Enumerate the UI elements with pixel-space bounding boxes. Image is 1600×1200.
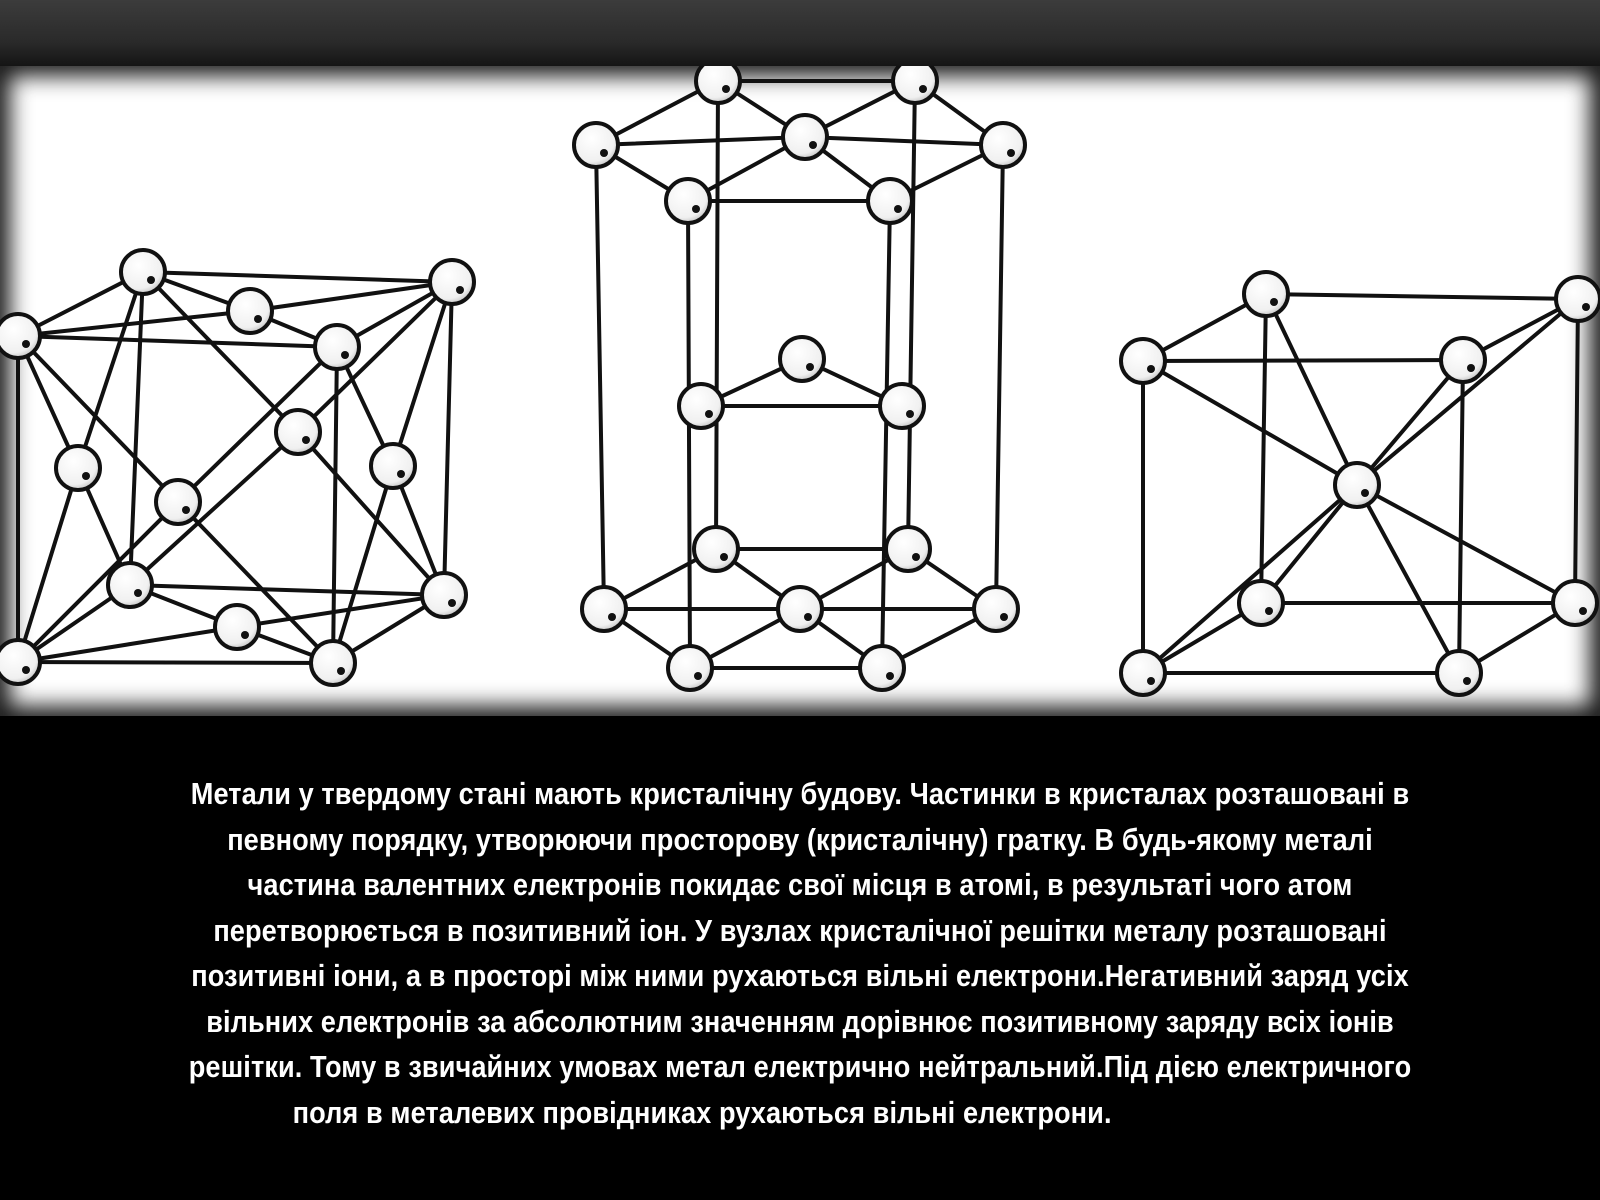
- atom: [574, 123, 618, 167]
- atom: [1437, 651, 1481, 695]
- atom: [780, 337, 824, 381]
- atom-shade: [692, 205, 700, 213]
- bond-line: [250, 282, 452, 311]
- lattice-drawing: [0, 66, 1600, 716]
- atom-shade: [705, 410, 713, 418]
- fcc-lattice: [0, 250, 474, 685]
- atom-shade: [82, 472, 90, 480]
- caption-line: решітки. Тому в звичайних умовах метал електрично нейтральний.Під дією електричного: [188, 1050, 1412, 1084]
- atom-shade: [1147, 677, 1155, 685]
- bond-line: [143, 272, 452, 282]
- atom-shade: [1579, 607, 1587, 615]
- bond-line: [716, 81, 718, 549]
- atom: [1244, 272, 1288, 316]
- atom-shade: [809, 141, 817, 149]
- atom-shade: [722, 85, 730, 93]
- atom: [974, 587, 1018, 631]
- atom: [860, 646, 904, 690]
- atom-shade: [22, 666, 30, 674]
- atom-shade: [608, 613, 616, 621]
- atom-shade: [1361, 489, 1369, 497]
- atom-shade: [694, 672, 702, 680]
- caption-line: позитивні іони, а в просторі між ними рухаються вільні електрони.Негативний заряд усіх: [191, 959, 1409, 993]
- atom-shade: [720, 553, 728, 561]
- atom: [371, 444, 415, 488]
- caption-line: певному порядку, утворюючи просторову (кристалічну) гратку. В будь-якому металі: [227, 822, 1373, 857]
- bond-line: [1143, 485, 1357, 673]
- caption-line: вільних електронів за абсолютним значенням дорівнює позитивному заряду всіх іонів: [206, 1004, 1394, 1039]
- bond-line: [1459, 360, 1463, 673]
- bond-line: [996, 145, 1003, 609]
- caption-line: Метали у твердому стані мають кристалічну будову. Частинки в кристалах розташовані в: [190, 777, 1410, 811]
- bond-line: [1357, 299, 1578, 485]
- atom: [0, 314, 40, 358]
- caption-line: поля в металевих провідниках рухаються вільні електрони.: [292, 1095, 1112, 1130]
- atom: [1335, 463, 1379, 507]
- atom-shade: [337, 667, 345, 675]
- atom-shade: [600, 149, 608, 157]
- bond-line: [1143, 361, 1357, 485]
- atom: [893, 66, 937, 103]
- atom: [156, 480, 200, 524]
- atom-shade: [919, 85, 927, 93]
- atom: [696, 66, 740, 103]
- atom: [694, 527, 738, 571]
- bond-line: [688, 201, 690, 668]
- atom-shade: [1265, 607, 1273, 615]
- top-band: [0, 0, 1600, 70]
- atom-shade: [804, 613, 812, 621]
- bond-line: [444, 282, 452, 595]
- caption-line: частина валентних електронів покидає свої місця в атомі, в результаті чого атом: [247, 868, 1353, 902]
- atom-shade: [254, 315, 262, 323]
- bond-line: [596, 145, 604, 609]
- atom: [880, 384, 924, 428]
- atom: [276, 410, 320, 454]
- atom-shade: [886, 672, 894, 680]
- atom: [1121, 651, 1165, 695]
- atom: [121, 250, 165, 294]
- atom: [783, 115, 827, 159]
- atom-shade: [182, 506, 190, 514]
- atom-shade: [22, 340, 30, 348]
- atom: [1553, 581, 1597, 625]
- atom: [1441, 338, 1485, 382]
- atom: [311, 641, 355, 685]
- atom: [422, 573, 466, 617]
- atom-shade: [241, 631, 249, 639]
- bond-line: [1266, 294, 1578, 299]
- atom: [582, 587, 626, 631]
- atom-shade: [147, 276, 155, 284]
- bond-line: [130, 585, 444, 595]
- bond-line: [882, 201, 890, 668]
- atom-shade: [1147, 365, 1155, 373]
- atom: [215, 605, 259, 649]
- bond-line: [237, 595, 444, 627]
- atom: [0, 640, 40, 684]
- bond-line: [18, 627, 237, 662]
- atom: [430, 260, 474, 304]
- caption-text: [141, 772, 1458, 1136]
- atom: [679, 384, 723, 428]
- atom: [666, 179, 710, 223]
- bond-line: [1143, 360, 1463, 361]
- bond-line: [18, 336, 337, 347]
- atom: [108, 563, 152, 607]
- atom-shade: [134, 589, 142, 597]
- bond-line: [18, 662, 333, 663]
- atom-shade: [448, 599, 456, 607]
- bcc-lattice: [1121, 272, 1600, 695]
- atom-shade: [894, 205, 902, 213]
- atom: [315, 325, 359, 369]
- atom-shade: [341, 351, 349, 359]
- atom-shade: [1467, 364, 1475, 372]
- atom: [668, 646, 712, 690]
- bond-line: [143, 272, 298, 432]
- atom: [1121, 339, 1165, 383]
- bond-line: [908, 81, 915, 549]
- atom-shade: [302, 436, 310, 444]
- bond-line: [805, 137, 1003, 145]
- atom-shade: [1582, 303, 1590, 311]
- atom-shade: [1270, 298, 1278, 306]
- atom-shade: [397, 470, 405, 478]
- atom-shade: [456, 286, 464, 294]
- bond-line: [1575, 299, 1578, 603]
- atom-shade: [1007, 149, 1015, 157]
- bond-line: [1357, 360, 1463, 485]
- crystal-lattice-figure: [0, 66, 1600, 716]
- atom-shade: [806, 363, 814, 371]
- bond-line: [1261, 294, 1266, 603]
- atom: [1239, 581, 1283, 625]
- atom-shade: [1000, 613, 1008, 621]
- caption-line: перетворюється в позитивний іон. У вузлах кристалічної решітки металу розташовані: [213, 913, 1387, 948]
- atom: [228, 289, 272, 333]
- atom: [56, 446, 100, 490]
- atom: [886, 527, 930, 571]
- atom: [1556, 277, 1600, 321]
- atom-shade: [1463, 677, 1471, 685]
- atom-shade: [906, 410, 914, 418]
- hcp-lattice: [574, 66, 1025, 690]
- atom-shade: [912, 553, 920, 561]
- atom: [778, 587, 822, 631]
- bond-line: [18, 311, 250, 336]
- atom: [981, 123, 1025, 167]
- bond-line: [596, 137, 805, 145]
- atom: [868, 179, 912, 223]
